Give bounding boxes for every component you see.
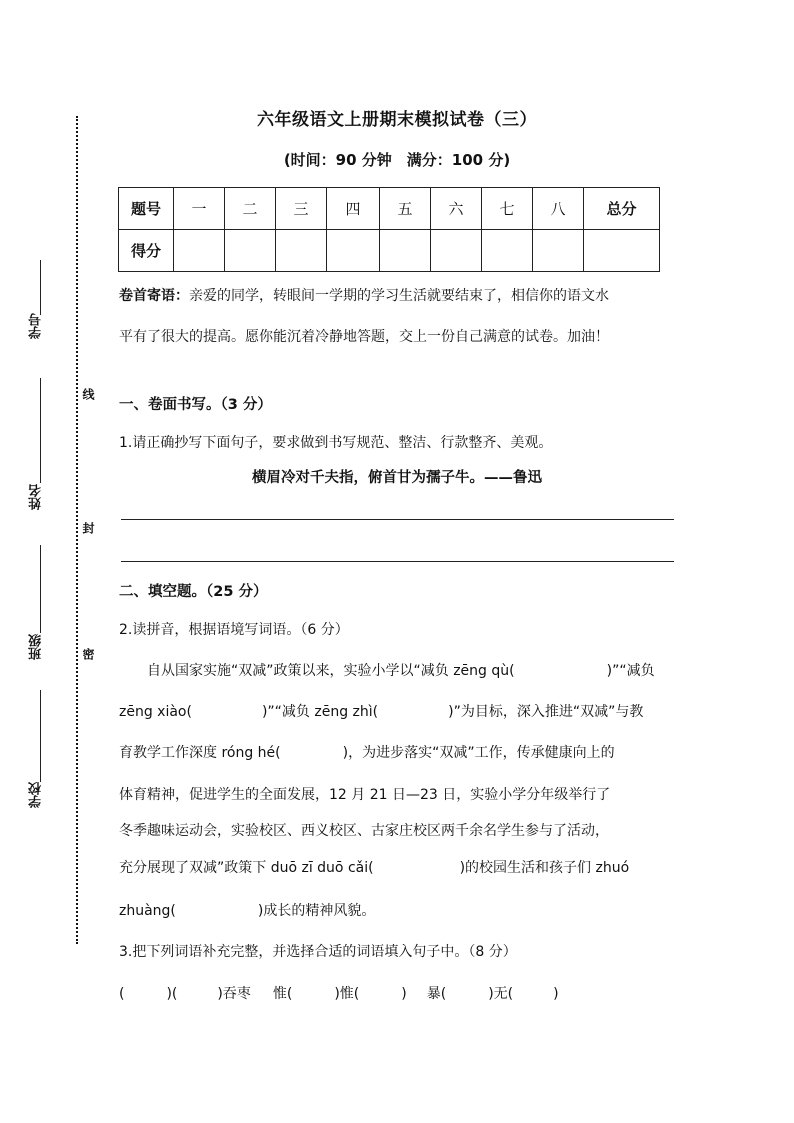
school-blank[interactable] — [40, 690, 41, 782]
intro-lead: 卷首寄语： — [119, 288, 189, 304]
student-id-blank[interactable] — [40, 260, 41, 315]
passage-line — [119, 701, 643, 721]
q3-item-text: )惟( — [334, 986, 360, 1002]
seal-mark-line: 线 — [81, 388, 95, 400]
passage-line — [119, 857, 629, 877]
section-2-heading: 二、填空题。（25 分） — [119, 584, 268, 600]
score-cell[interactable] — [174, 230, 225, 272]
question-1: 1.请正确抄写下面句子，要求做到书写规范、整洁、行款整齐、美观。 — [119, 435, 553, 451]
passage-text: )，为进步落实“双减”工作，传承健康向上的 — [342, 745, 615, 761]
passage-text: )”为目标，深入推进“双减”与教 — [448, 704, 644, 720]
passage-line: 体育精神，促进学生的全面发展，12 月 21 日—23 日，实验小学分年级举行了 — [119, 787, 611, 803]
score-cell[interactable] — [584, 230, 660, 272]
exam-subtitle: (时间：90 分钟 满分：100 分) — [283, 151, 511, 169]
passage-text: 自从国家实施“双减”政策以来，实验小学以“减负 zēng qù( — [119, 663, 515, 679]
copy-sentence: 横眉冷对千夫指，俯首甘为孺子牛。——鲁迅 — [252, 470, 542, 486]
passage-text: )”“减负 — [606, 663, 655, 679]
passage-line — [119, 660, 655, 680]
score-header-cell: 五 — [380, 188, 431, 230]
passage-line — [119, 742, 615, 762]
score-row-label: 得分 — [119, 230, 174, 272]
score-header-cell: 六 — [431, 188, 482, 230]
score-header-cell: 七 — [482, 188, 533, 230]
q3-item-text: ) — [553, 986, 559, 1002]
passage-line — [119, 900, 375, 920]
score-cell[interactable] — [327, 230, 380, 272]
q3-item-text: )( — [166, 986, 178, 1002]
q3-items-line — [119, 983, 559, 1003]
seal-mark-seal: 封 — [81, 522, 95, 534]
student-id-label: 学号 — [29, 313, 44, 339]
score-header-cell: 总分 — [584, 188, 660, 230]
class-label: 班级 — [29, 634, 44, 660]
score-header-cell: 四 — [327, 188, 380, 230]
passage-text: 充分展现了双减”政策下 duō zī duō cǎi( — [119, 860, 374, 876]
name-label: 姓名 — [29, 484, 44, 510]
score-cell[interactable] — [380, 230, 431, 272]
q3-item-text: )吞枣 — [217, 986, 251, 1002]
school-label: 学校 — [29, 782, 44, 808]
passage-text: zhuàng( — [119, 903, 176, 919]
writing-line-1[interactable] — [121, 519, 674, 520]
question-2: 2.读拼音，根据语境写词语。（6 分） — [119, 622, 349, 638]
passage-text: )的校园生活和孩子们 zhuó — [459, 860, 630, 876]
score-table-score-row — [119, 230, 660, 272]
class-blank[interactable] — [40, 545, 41, 633]
q3-item-text: 暴( — [426, 986, 447, 1002]
exam-title: 六年级语文上册期末模拟试卷（三） — [257, 110, 537, 130]
score-cell[interactable] — [431, 230, 482, 272]
score-header-cell: 一 — [174, 188, 225, 230]
passage-text: 育教学工作深度 róng hé( — [119, 745, 281, 761]
binding-dotted-line — [76, 116, 78, 944]
score-cell[interactable] — [533, 230, 584, 272]
intro-text-1: 亲爱的同学，转眼间一学期的学习生活就要结束了，相信你的语文水 — [189, 288, 609, 304]
score-cell[interactable] — [276, 230, 327, 272]
intro-line-2: 平有了很大的提高。愿你能沉着冷静地答题，交上一份自己满意的试卷。加油！ — [119, 329, 609, 345]
q3-item-text: 惟( — [272, 986, 293, 1002]
seal-mark-secret: 密 — [81, 648, 95, 660]
section-1-heading: 一、卷面书写。（3 分） — [119, 397, 272, 413]
q3-item-text: ( — [119, 986, 125, 1002]
q3-item-text: )无( — [488, 986, 514, 1002]
passage-text: )成长的精神风貌。 — [257, 903, 376, 919]
score-table-header-row — [119, 188, 660, 230]
score-header-cell: 八 — [533, 188, 584, 230]
score-header-cell: 题号 — [119, 188, 174, 230]
passage-text: zēng xiào( — [119, 704, 192, 720]
q3-item-text: ) — [401, 986, 407, 1002]
score-cell[interactable] — [482, 230, 533, 272]
score-cell[interactable] — [225, 230, 276, 272]
writing-line-2[interactable] — [121, 561, 674, 562]
intro-line-1 — [119, 286, 677, 306]
score-table — [118, 187, 660, 272]
score-header-cell: 三 — [276, 188, 327, 230]
passage-text: )”“减负 zēng zhì( — [261, 704, 379, 720]
passage-line: 冬季趣味运动会，实验校区、西义校区、古家庄校区两千余名学生参与了活动， — [119, 823, 609, 839]
question-3: 3.把下列词语补充完整，并选择合适的词语填入句子中。（8 分） — [119, 944, 517, 960]
score-header-cell: 二 — [225, 188, 276, 230]
